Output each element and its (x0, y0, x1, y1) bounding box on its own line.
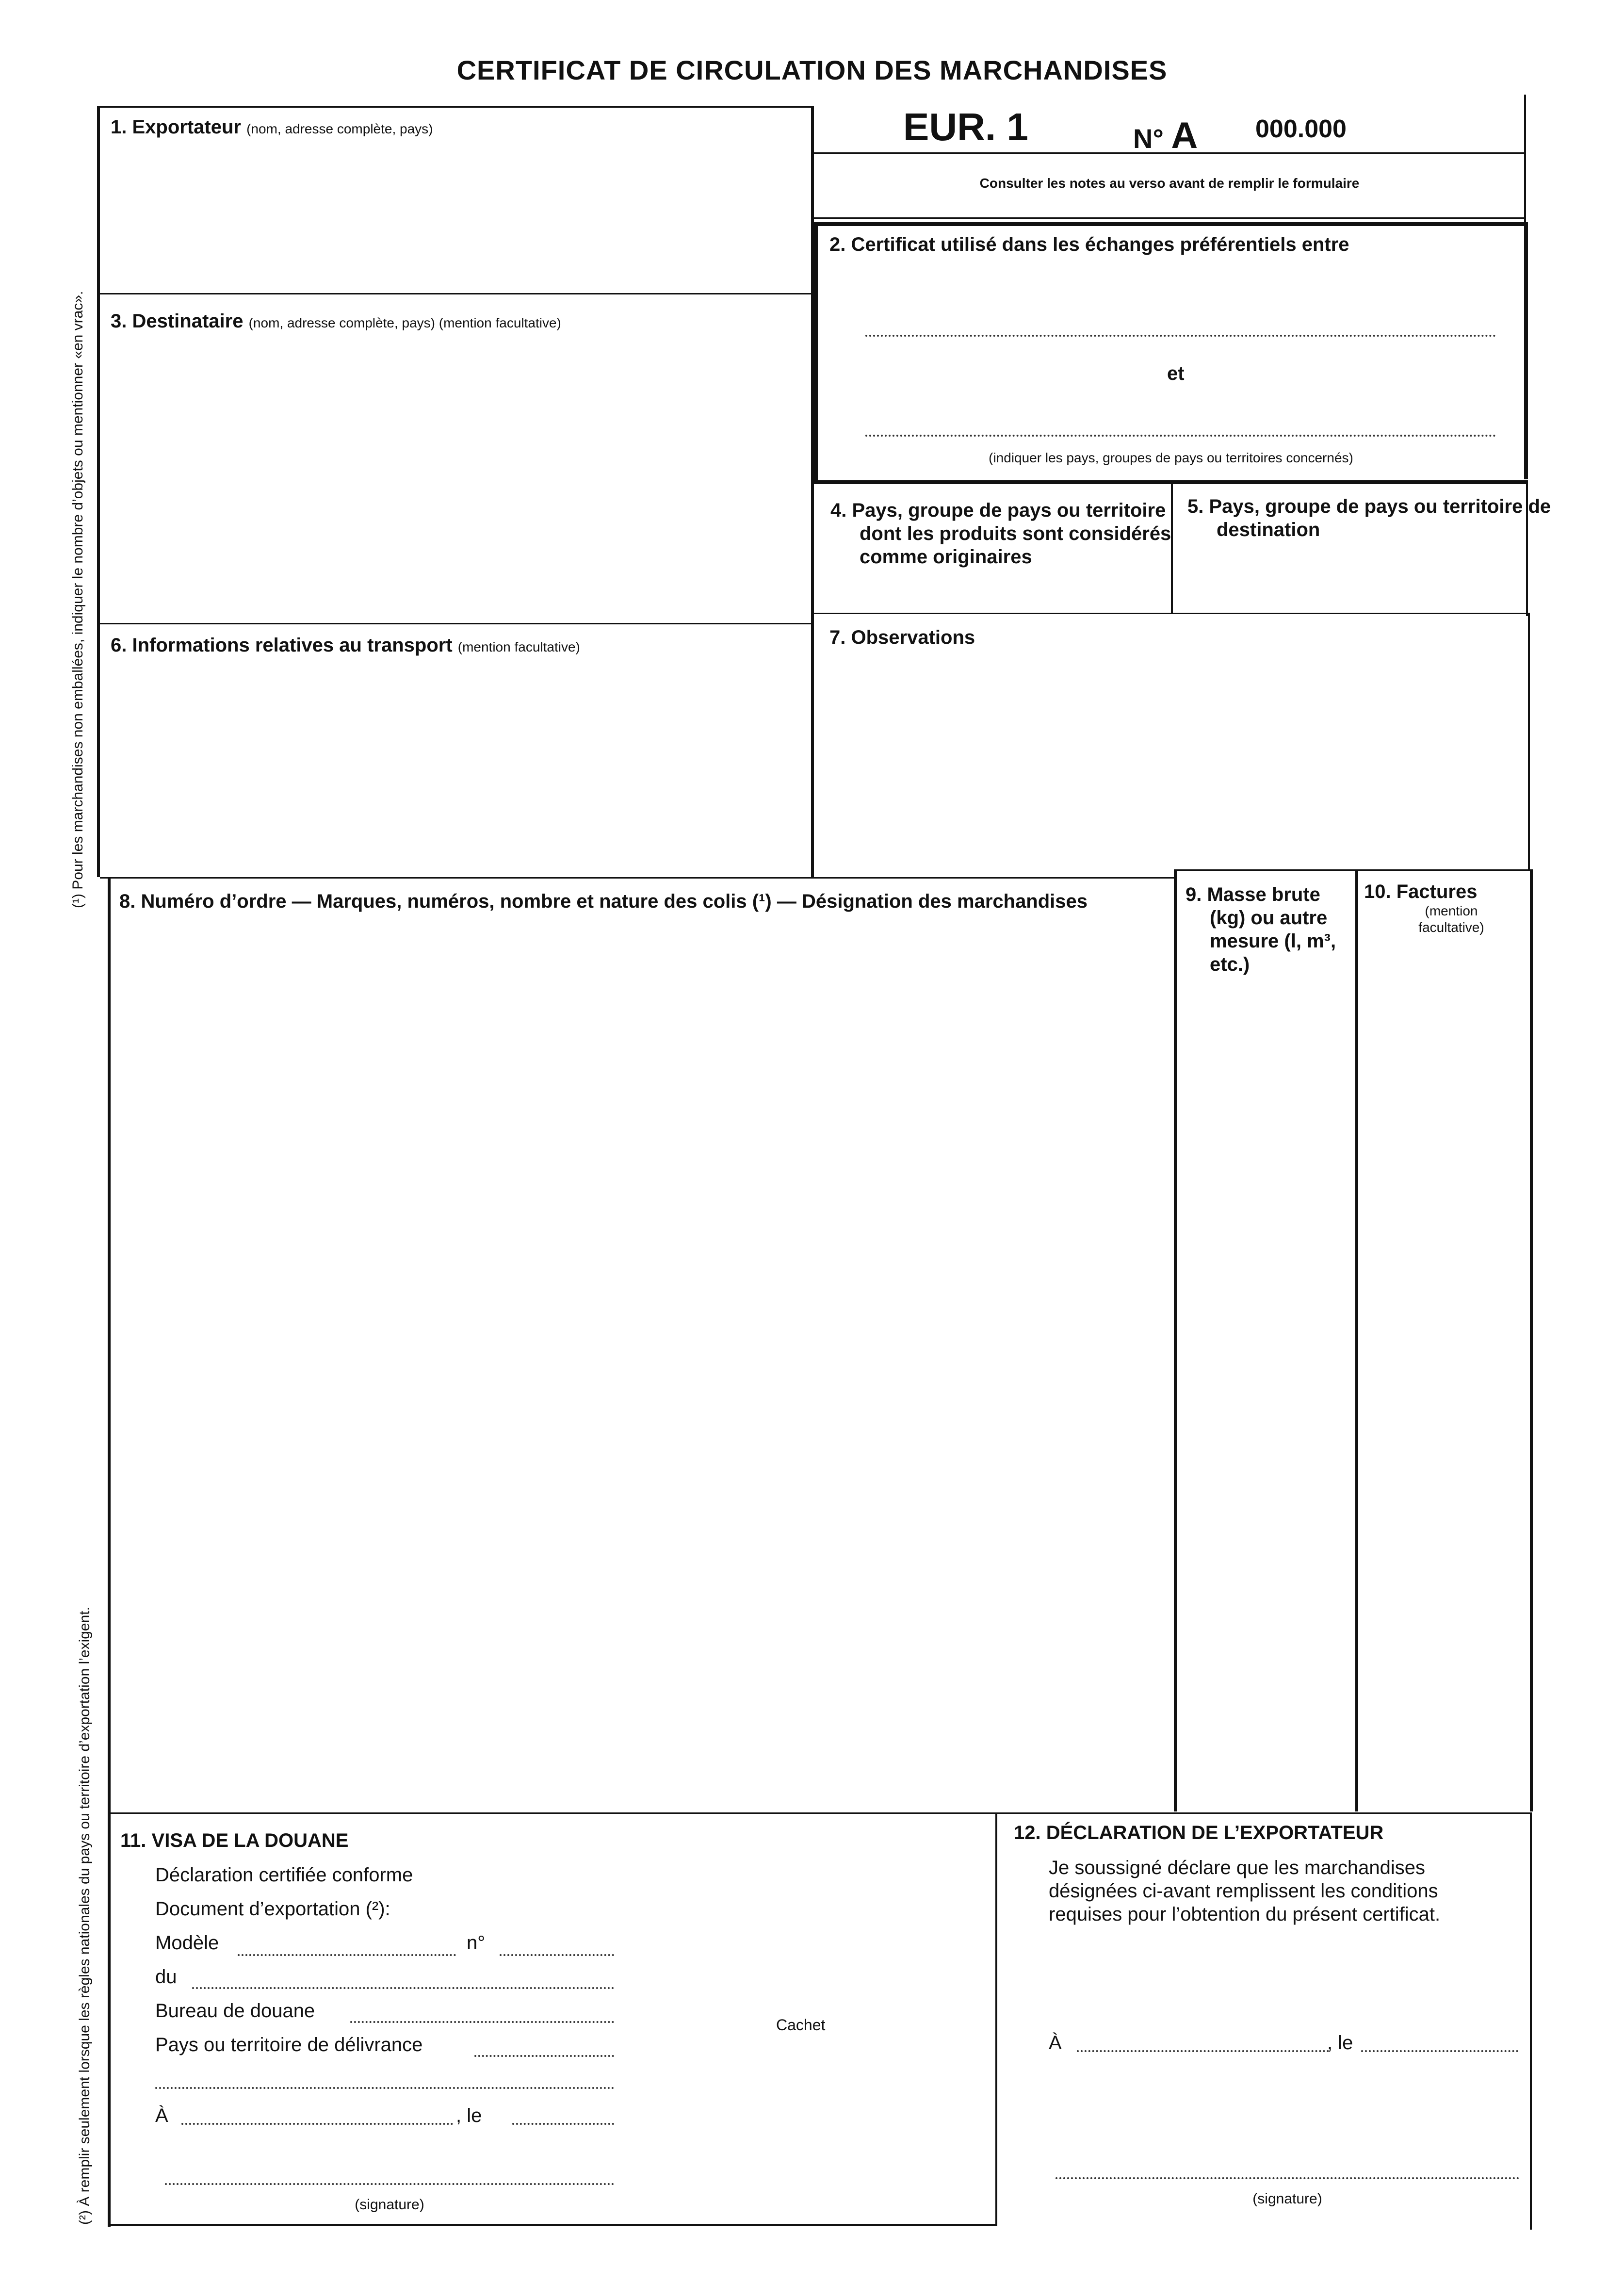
box12-label (1014, 1822, 1383, 1844)
box11-pays-label: Pays ou territoire de délivrance (155, 2034, 423, 2055)
box11-date-field[interactable] (512, 2123, 614, 2125)
box11-no-field[interactable] (500, 1954, 614, 1956)
box9-number: 9. (1186, 884, 1202, 905)
consult-note: Consulter les notes au verso avant de remplir le formulaire (979, 176, 1360, 191)
frame-left-top (97, 106, 100, 877)
box11-modele-label: Modèle (155, 1932, 219, 1954)
box11-modele-field[interactable] (238, 1954, 456, 1956)
box8-label (119, 887, 1186, 916)
box2-right (1524, 222, 1528, 479)
box4-label (830, 499, 1194, 569)
box2-note: (indiquer les pays, groupes de pays ou territoires concernés) (989, 450, 1353, 465)
certificate-number: 000.000 (1255, 115, 1347, 143)
eur1-bottom (814, 217, 1525, 219)
box11-line2: Document d’exportation (²): (155, 1898, 390, 1920)
box11-line1: Déclaration certifiée conforme (155, 1864, 413, 1886)
box11-label (120, 1830, 349, 1852)
box12-le-label: , le (1327, 2032, 1353, 2054)
frame-left-bottom (108, 877, 111, 2227)
box1-hint: (nom, adresse complète, pays) (246, 121, 433, 136)
eur1-right-border (1524, 95, 1526, 225)
box2-bottom (814, 480, 1528, 484)
box1-bottom (100, 293, 812, 294)
box2-title: Certificat utilisé dans les échanges préférentiels entre (851, 234, 1349, 255)
box11-du-label: du (155, 1966, 177, 1988)
box7-title: Observations (851, 627, 975, 648)
box12-right (1530, 1812, 1532, 2230)
box11-number: 11. (120, 1830, 146, 1851)
box12-signature-field[interactable] (1056, 2177, 1519, 2179)
footnote-2: (²) À remplir seulement lorsque les règles nationales du pays ou territoire d’exportation l’exigent. (77, 1607, 93, 2225)
box11-bureau-label: Bureau de douane (155, 2000, 315, 2022)
box1-label (111, 116, 433, 138)
box11-cachet: Cachet (776, 2016, 826, 2034)
box4-title: Pays, groupe de pays ou territoire dont les produits sont considérés comme originaires (852, 500, 1171, 568)
box12-text-line1: Je soussigné déclare que les marchandises (1049, 1857, 1425, 1878)
box8-number: 8. (119, 891, 136, 912)
box5-number: 5. (1187, 496, 1204, 517)
eur1-left-border (811, 106, 814, 877)
box8-bottom (108, 1812, 1532, 1814)
box8-title: Numéro d’ordre — Marques, numéros, nombre et nature des colis (¹) — Désignation des marchandises (141, 891, 1088, 912)
box3-title: Destinataire (132, 310, 244, 332)
box12-date-field[interactable] (1361, 2050, 1518, 2052)
box6-label (111, 635, 580, 656)
box2-label (829, 234, 1349, 256)
box8-right (1174, 869, 1177, 1811)
box11-title: VISA DE LA DOUANE (151, 1830, 349, 1851)
box2-country-line-1[interactable] (865, 335, 1496, 337)
box1-number: 1. (111, 116, 127, 138)
box3-number: 3. (111, 310, 127, 332)
box11-signature-caption: (signature) (355, 2197, 424, 2213)
box9-right (1355, 869, 1358, 1811)
box11-bureau-field[interactable] (350, 2021, 614, 2023)
box11-pays-field-2[interactable] (155, 2087, 614, 2089)
box2-country-line-2[interactable] (865, 435, 1496, 437)
box5-title: Pays, groupe de pays ou territoire de destination (1209, 496, 1551, 540)
box2-top (814, 222, 1528, 226)
box11-le-label: , le (456, 2105, 482, 2126)
box6-number: 6. (111, 635, 127, 656)
form-name: EUR. 1 (903, 105, 1028, 148)
box12-place-field[interactable] (1077, 2050, 1329, 2052)
box12-declaration-text (1049, 1856, 1519, 1926)
box2-left (814, 222, 818, 484)
box11-place-field[interactable] (181, 2123, 453, 2125)
box2-and: et (1167, 363, 1185, 384)
box10-label (1364, 881, 1524, 936)
box12-signature-caption: (signature) (1252, 2191, 1322, 2207)
frame-top-left (97, 106, 814, 108)
box10-hint: (mention facultative) (1418, 903, 1484, 935)
box6-bottom (100, 877, 1176, 879)
box3-hint: (nom, adresse complète, pays) (mention facultative) (248, 315, 561, 330)
box7-number: 7. (829, 627, 846, 648)
box6-hint: (mention facultative) (457, 639, 580, 654)
box5-label (1187, 495, 1551, 541)
box12-title: DÉCLARATION DE L’EXPORTATEUR (1046, 1822, 1384, 1843)
box7-right (1528, 613, 1530, 870)
box11-du-field[interactable] (192, 1987, 614, 1989)
footnote-1: (¹) Pour les marchandises non emballées, indiquer le nombre d’objets ou mentionner «en vrac». (70, 291, 86, 908)
box10-number: 10. (1364, 881, 1391, 902)
box11-no-label: n° (467, 1932, 486, 1954)
box12-number: 12. (1014, 1822, 1041, 1843)
box12-text-line2: désignées ci-avant remplissent les conditions (1049, 1880, 1438, 1902)
box1-title: Exportateur (132, 116, 241, 138)
box7-label (829, 627, 975, 649)
number-label (1133, 114, 1198, 157)
box12-text-line3: requises pour l’obtention du présent certificat. (1049, 1904, 1441, 1925)
page-title: CERTIFICAT DE CIRCULATION DES MARCHANDISES (456, 55, 1168, 85)
box11-a-label: À (155, 2105, 168, 2126)
box9-label (1186, 883, 1355, 976)
box3-bottom (100, 623, 814, 624)
box3-label (111, 310, 561, 332)
box6-title: Informations relatives au transport (132, 635, 453, 656)
box11-right (995, 1812, 997, 2226)
box11-pays-field[interactable] (474, 2055, 614, 2057)
box4-number: 4. (830, 500, 847, 521)
box4-bottom (814, 613, 1528, 614)
series-letter: A (1171, 115, 1198, 156)
box12-a-label: À (1049, 2032, 1062, 2054)
box10-right (1530, 869, 1533, 1811)
box7-bottom (1176, 869, 1530, 871)
box2-number: 2. (829, 234, 846, 255)
frame-bottom (108, 2224, 996, 2226)
box10-title: Factures (1396, 881, 1478, 902)
number-prefix: N° (1133, 123, 1164, 154)
box9-title: Masse brute (kg) ou autre mesure (l, m³, etc.) (1207, 884, 1336, 975)
box11-signature-field[interactable] (165, 2183, 614, 2185)
